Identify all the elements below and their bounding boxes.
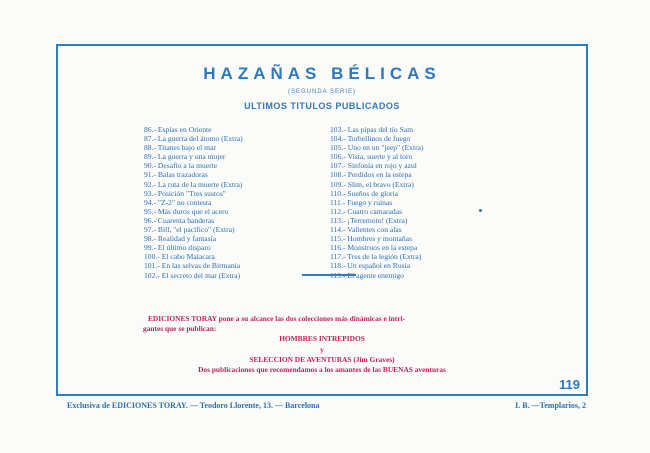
list-item: 87.- La guerra del átomo (Extra): [144, 134, 243, 144]
promo-line-1: EDICIONES TORAY pone a su alcance las dos colecciones más dinámicas e intri-: [148, 314, 406, 323]
titles-list-right: [330, 125, 424, 280]
list-item: 115.- Hombres y montañas: [330, 234, 412, 244]
content-frame: [56, 44, 588, 396]
list-item: 89.- La guerra y una mujer: [144, 152, 226, 162]
promo-conjunction: y: [320, 344, 324, 354]
list-item: 111.- Fuego y ruinas: [330, 197, 393, 207]
list-heading: ULTIMOS TITULOS PUBLICADOS: [244, 101, 400, 111]
list-item: 119.- El agente enemigo: [330, 270, 404, 280]
series-title: HAZAÑAS BÉLICAS: [203, 64, 441, 83]
list-item: 107.- Sinfonía en rojo y azul: [330, 161, 417, 171]
list-item: 116.- Monstruos en la estepa: [330, 243, 418, 253]
list-item: 95.- Más duros que el acero: [144, 206, 229, 216]
promo-collection-1: HOMBRES INTREPIDOS: [279, 334, 365, 344]
list-item: 91.- Balas trazadoras: [144, 170, 208, 180]
list-item: 112.- Cuatro camaradas: [330, 206, 403, 216]
promo-collection-2: SELECCION DE AVENTURAS (Jim Graves): [249, 354, 395, 364]
list-item: 106.- Vista, suerte y al toro: [330, 152, 413, 162]
list-item: 108.- Perdidos en la estepa: [330, 170, 412, 180]
list-item: 99.- El último disparo: [144, 243, 211, 253]
promo-line-2: gantes que se publican:: [143, 324, 217, 334]
list-item: 113.- ¡Terremoto! (Extra): [330, 215, 408, 225]
list-item: 100.- El cabo Malacara: [144, 252, 215, 262]
list-item: 94.- "Z-2" no contesta: [144, 197, 212, 207]
list-item: 102.- El secreto del mar (Extra): [144, 270, 241, 280]
list-item: 93.- Posición "Tres sustos": [144, 188, 226, 198]
list-item: 97.- Bill, "el pacífico" (Extra): [144, 225, 235, 235]
list-item: 117.- Tres de la legión (Extra): [330, 252, 422, 262]
footer-printer: I. B. —Templarios, 2: [515, 401, 586, 410]
footer-publisher: Exclusiva de EDICIONES TORAY. — Teodoro Llorente, 13. — Barcelona: [67, 401, 320, 410]
list-item: 96.- Cuarenta banderas: [144, 215, 215, 225]
list-item: 105.- Uno en un "jeep" (Extra): [330, 143, 424, 153]
list-item: 92.- La ruta de la muerte (Extra): [144, 179, 243, 189]
titles-list-left: [144, 125, 243, 280]
page-footer: [67, 401, 586, 410]
promo-block: [58, 314, 586, 375]
list-item: 104.- Torbellinos de fuego: [330, 134, 411, 144]
divider-rule: [302, 274, 356, 276]
list-item: 86.- Espías en Oriente: [144, 125, 212, 134]
list-item: 114.- Valientes con alas: [330, 225, 402, 235]
list-item: 103.- Las pipas del tío Sam: [330, 125, 414, 134]
list-item: 118.- Un español en Rusia: [330, 261, 411, 271]
list-item: 110.- Sueños de gloria: [330, 188, 399, 198]
list-item: 88.- Titanes bajo el mar: [144, 143, 216, 153]
list-item: 98.- Realidad y fantasía: [144, 234, 217, 244]
page-number: 119: [559, 377, 580, 392]
print-speck: [479, 209, 482, 212]
list-item: 90.- Desafío a la muerte: [144, 161, 218, 171]
series-subtitle: (SEGUNDA SERIE): [287, 89, 356, 95]
list-item: 109.- Slim, el bravo (Extra): [330, 179, 414, 189]
promo-line-3: Dos publicaciones que recomendamos a los amantes de las BUENAS aventuras: [198, 365, 446, 375]
list-item: 101.- En las selvas de Birmania: [144, 261, 241, 271]
